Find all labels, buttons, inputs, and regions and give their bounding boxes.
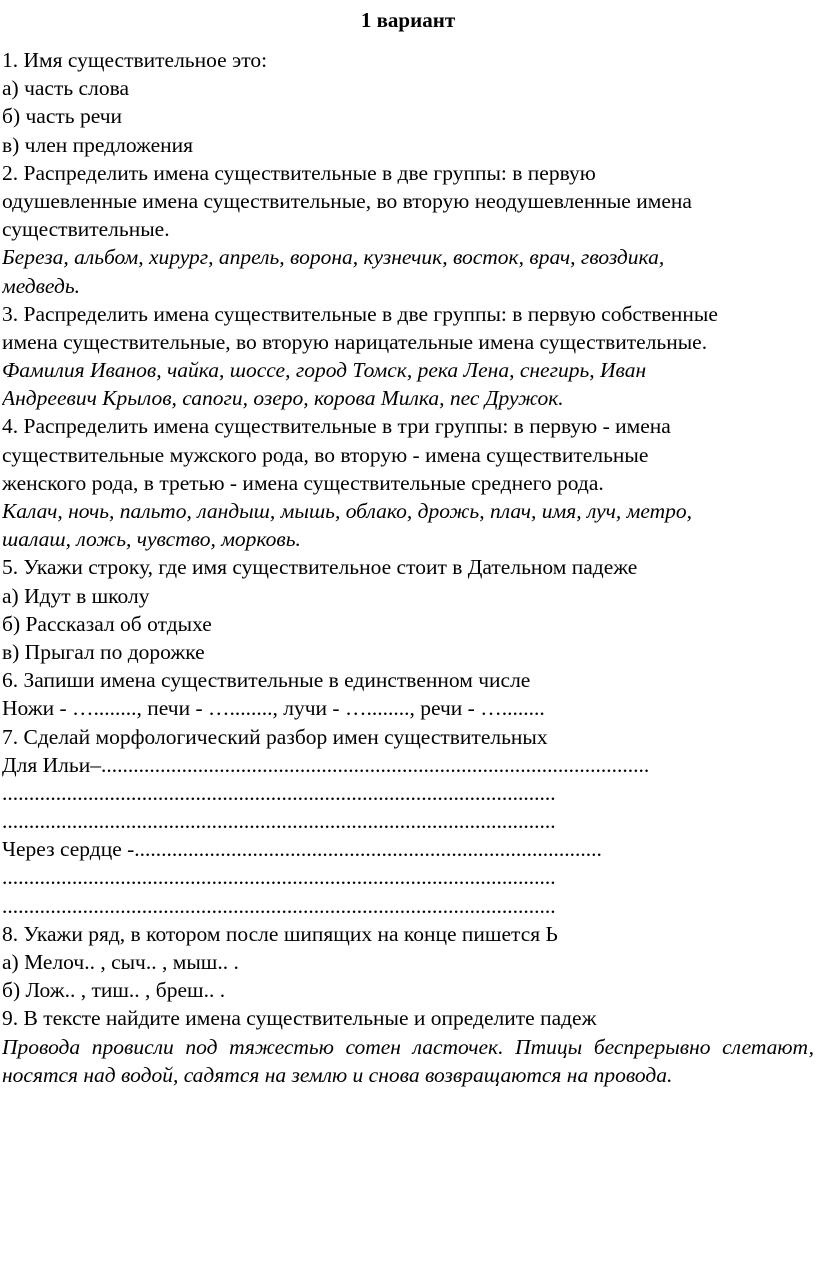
question-7-answer-line: Через сердце -....................................................................................... <box>2 837 602 862</box>
question-3-words: Фамилия Иванов, чайка, шоссе, город Томск, река Лена, снегирь, Иван <box>2 358 647 383</box>
question-3-line: имена существительные, во вторую нарицательные имена существительные. <box>2 329 708 354</box>
question-8: 8. Укажи ряд, в котором после шипящих на конце пишется Ь <box>2 921 558 946</box>
question-4-line: женского рода, в третью - имена существительные среднего рода. <box>2 470 604 495</box>
question-4-words: шалаш, ложь, чувство, морковь. <box>2 527 301 552</box>
question-9: 9. В тексте найдите имена существительные и определите падеж <box>2 1006 597 1031</box>
question-7-answer-line: Для Ильи–...................................................................................................... <box>2 752 650 777</box>
question-2-line: существительные. <box>2 217 170 242</box>
question-2-words: медведь. <box>2 273 80 298</box>
question-2-line: 2. Распределить имена существительные в две группы: в первую <box>2 160 596 185</box>
question-1-option-b: б) часть речи <box>2 104 123 129</box>
question-2-words: Береза, альбом, хирург, апрель, ворона, кузнечик, восток, врач, гвоздика, <box>2 245 665 270</box>
question-6-task: Ножи - …........, печи - …........, лучи - …........, речи - …........ <box>2 696 545 721</box>
question-4-words: Калач, ночь, пальто, ландыш, мышь, облако, дрожь, плач, имя, луч, метро, <box>2 499 693 523</box>
question-7-answer-line: ....................................................................................................... <box>2 865 556 890</box>
question-9-passage: Провода провисли под тяжестью сотен ласточек. Птицы беспрерывно слетают, носятся над водой, садятся на землю и снова возвращаются на провода. <box>2 1035 814 1088</box>
question-7-answer-line: ....................................................................................................... <box>2 809 556 834</box>
question-1-option-c: в) член предложения <box>2 132 194 157</box>
question-1: 1. Имя существительное это: <box>2 48 268 72</box>
question-5-option-b: б) Рассказал об отдыхе <box>2 611 212 636</box>
question-5-option-a: а) Идут в школу <box>2 583 150 608</box>
question-7-answer-line: ....................................................................................................... <box>2 780 556 805</box>
questions <box>2 46 814 1033</box>
question-3-words: Андреевич Крылов, сапоги, озеро, корова Милка, пес Дружок. <box>2 386 564 411</box>
question-5: 5. Укажи строку, где имя существительное стоит в Дательном падеже <box>2 555 638 580</box>
page-title: 1 вариант <box>360 8 456 32</box>
question-6: 6. Запиши имена существительные в единственном числе <box>2 668 531 693</box>
question-4-line: 4. Распределить имена существительные в три группы: в первую - имена <box>2 414 671 439</box>
question-8-option-a: а) Мелоч.. , сыч.. , мыш.. . <box>2 950 239 974</box>
question-8-option-b: б) Лож.. , тиш.. , бреш.. . <box>2 978 226 1003</box>
question-1-option-a: а) часть слова <box>2 76 129 101</box>
question-4-line: существительные мужского рода, во вторую - имена существительные <box>2 442 649 467</box>
question-7: 7. Сделай морфологический разбор имен существительных <box>2 724 548 749</box>
question-7-answer-line: ....................................................................................................... <box>2 893 556 918</box>
question-5-option-c: в) Прыгал по дорожке <box>2 639 205 664</box>
question-2-line: одушевленные имена существительные, во вторую неодушевленные имена <box>2 188 692 213</box>
question-3-line: 3. Распределить имена существительные в две группы: в первую собственные <box>2 301 718 326</box>
